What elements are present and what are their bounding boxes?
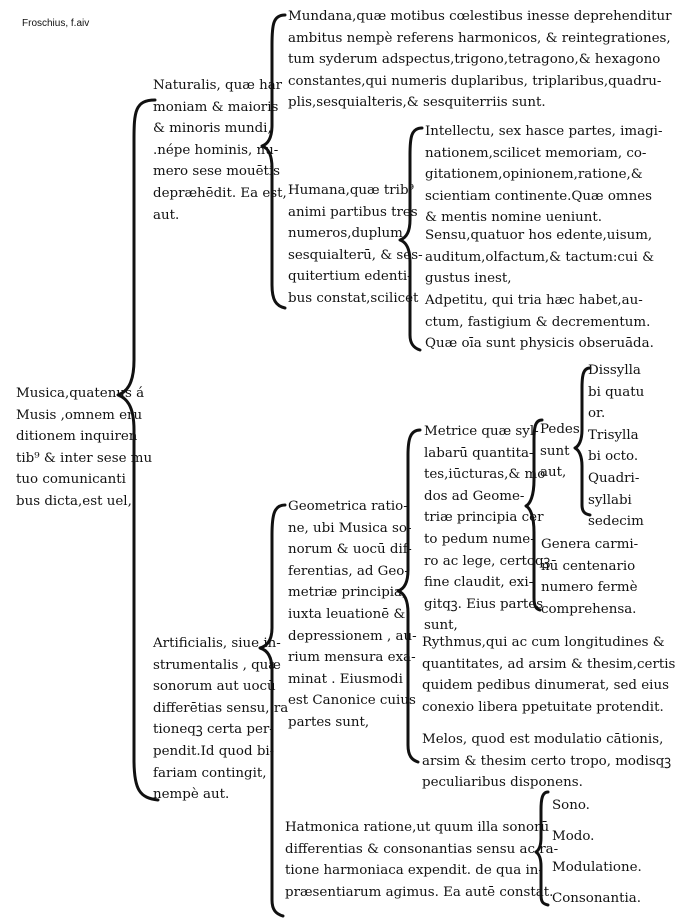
artificialis-line: strumentalis , quæ bbox=[153, 657, 281, 673]
dissylla-line: Quadri- bbox=[588, 470, 640, 486]
dissylla-line: or. bbox=[588, 406, 606, 422]
intellectu-line: Intellectu, sex hasce partes, imagi- bbox=[425, 124, 663, 139]
metrice-line: gitqꝫ. Eius partes bbox=[424, 596, 544, 612]
naturalis-text bbox=[153, 75, 287, 226]
pedes-text bbox=[540, 419, 580, 484]
dissylla-text bbox=[588, 360, 644, 533]
humana-line: numeros,duplum, bbox=[288, 226, 408, 242]
humana-line: Humana,quæ trib⁹ bbox=[288, 183, 414, 198]
melos-text bbox=[422, 729, 671, 794]
genera-line: comprehensa. bbox=[541, 601, 637, 617]
root-line: Musica,quatenus á bbox=[16, 386, 145, 401]
melos-line: peculiaribus disponens. bbox=[422, 775, 583, 791]
rythmus-line: quidem pedibus dinumerat, sed eius bbox=[422, 678, 669, 694]
mundana-line: Mundana,quæ motibus cœlestibus inesse deprehenditur bbox=[288, 9, 672, 24]
geometrica-text bbox=[288, 496, 417, 734]
genera-line: nū centenario bbox=[541, 558, 636, 574]
artificialis-line: differētias sensu, ra bbox=[153, 700, 289, 716]
harmonica-line: differentias & consonantias sensu ac ra- bbox=[285, 841, 559, 857]
naturalis-line: mero sese mouētis bbox=[153, 164, 281, 180]
dissylla-line: Trisylla bbox=[588, 427, 639, 443]
artificialis-line: fariam contingit, bbox=[153, 765, 267, 781]
geometrica-line: minat . Eiusmodi bbox=[288, 671, 403, 687]
mundana-line: plis,sesquialteris,& sesquiterriis sunt. bbox=[288, 95, 546, 111]
harmonica-line: præsentiarum agimus. Ea autē constat. bbox=[285, 884, 554, 900]
melos-line: Melos, quod est modulatio cātionis, bbox=[422, 732, 664, 747]
mundana-line: ambitus nempè referens harmonicos, & reintegrationes, bbox=[288, 30, 671, 46]
geometrica-line: est Canonice cuius bbox=[288, 693, 416, 709]
geometrica-line: iuxta leuationē & bbox=[288, 606, 406, 622]
naturalis-line: depræhēdit. Ea est, bbox=[153, 185, 287, 201]
adpetitu-line: ctum, fastigium & decrementum. bbox=[425, 314, 651, 330]
geometrica-line: Geometrica ratio- bbox=[288, 499, 408, 514]
naturalis-line: aut. bbox=[153, 207, 180, 223]
genera-line: numero fermè bbox=[541, 580, 638, 596]
root-text bbox=[16, 383, 152, 513]
humana-line: quitertium edenti- bbox=[288, 269, 412, 285]
metrice-line: triæ principia cer bbox=[424, 510, 544, 526]
genera-text bbox=[541, 534, 638, 620]
intellectu-line: & mentis nomine ueniunt. bbox=[425, 210, 603, 226]
rythmus-text bbox=[422, 632, 675, 718]
pedes-line: Pedes bbox=[540, 422, 580, 437]
geometrica-line: depressionem , au- bbox=[288, 628, 417, 644]
geometrica-line: ne, ubi Musica so- bbox=[288, 520, 412, 536]
sensu-line: Sensu,quatuor hos edente,uisum, bbox=[425, 228, 653, 243]
intellectu-line: gitationem,opinionem,ratione,& bbox=[425, 167, 643, 183]
humana-line: bus constat,scilicet bbox=[288, 290, 419, 306]
rythmus-line: conexio libera ppetuitate protendit. bbox=[422, 699, 664, 715]
intellectu-line: nationem,scilicet memoriam, co- bbox=[425, 145, 647, 161]
mundana-line: tum syderum adspectus,trigono,tetragono,& hexagono bbox=[288, 52, 661, 68]
rythmus-line: Rythmus,qui ac cum longitudines & bbox=[422, 635, 665, 650]
harmonica-part: Consonantia. bbox=[552, 891, 642, 906]
root-line: tib⁹ & inter sese mu bbox=[16, 450, 153, 466]
geometrica-line: norum & uocū dif- bbox=[288, 542, 412, 558]
intellectu-line: scientiam continente.Quæ omnes bbox=[425, 188, 653, 204]
artificialis-line: pendit.Id quod bi- bbox=[153, 743, 275, 759]
artificialis-line: sonorum aut uocū bbox=[153, 679, 276, 695]
page-signature: Froschius, f.aiv bbox=[22, 18, 90, 29]
artificialis-text bbox=[153, 633, 288, 806]
adpetitu-text bbox=[425, 290, 654, 355]
harmonica-part: Modo. bbox=[552, 829, 595, 844]
geometrica-line: metriæ principia, bbox=[288, 585, 407, 601]
root-line: Musis ,omnem eru bbox=[16, 407, 143, 423]
harmonica-text bbox=[285, 817, 558, 903]
naturalis-line: & minoris mundi, bbox=[153, 121, 272, 137]
metrice-line: ro ac lege, certoqꝫ bbox=[424, 553, 551, 569]
root-line: ditionem inquiren bbox=[16, 429, 138, 445]
geometrica-line: rium mensura exa- bbox=[288, 650, 416, 666]
metrice-line: to pedum nume- bbox=[424, 531, 535, 547]
harmonica-line: Hatmonica ratione,ut quum illa sonorū bbox=[285, 820, 550, 835]
root-line: tuo comunicanti bbox=[16, 472, 126, 488]
metrice-line: Metrice quæ syl- bbox=[424, 424, 539, 439]
humana-line: sesquialterū, & ses- bbox=[288, 247, 423, 263]
sensu-line: auditum,olfactum,& tactum:cui & bbox=[425, 249, 655, 265]
genera-line: Genera carmi- bbox=[541, 537, 639, 552]
artificialis-line: tioneqꝫ certa per- bbox=[153, 722, 274, 738]
geometrica-line: partes sunt, bbox=[288, 714, 370, 730]
pedes-line: aut, bbox=[540, 465, 567, 481]
harmonica-part: Modulatione. bbox=[552, 860, 642, 875]
harmonica-line: tione harmoniaca expendit. de qua in- bbox=[285, 863, 543, 879]
dissylla-line: bi octo. bbox=[588, 449, 639, 465]
naturalis-line: moniam & maioris bbox=[153, 99, 279, 115]
harmonica-parts-text bbox=[552, 790, 642, 914]
pedes-line: sunt bbox=[540, 443, 570, 459]
dissylla-line: sedecim bbox=[588, 514, 644, 530]
dissylla-line: syllabi bbox=[588, 492, 632, 508]
melos-line: arsim & thesim certo tropo, modisqꝫ bbox=[422, 753, 672, 769]
rythmus-line: quantitates, ad arsim & thesim,certis bbox=[422, 656, 676, 672]
mundana-text bbox=[288, 6, 672, 114]
metrice-line: dos ad Geome- bbox=[424, 488, 525, 504]
sensu-text bbox=[425, 225, 654, 290]
mundana-line: constantes,qui numeris duplaribus, triplaribus,quadru- bbox=[288, 73, 662, 89]
harmonica-part: Sono. bbox=[552, 798, 590, 813]
dissylla-line: Dissylla bbox=[588, 363, 641, 378]
adpetitu-line: Quæ oīa sunt physicis obseruāda. bbox=[425, 336, 654, 352]
humana-text bbox=[288, 180, 423, 310]
intellectu-text bbox=[425, 121, 662, 229]
humana-line: animi partibus tres bbox=[288, 204, 418, 220]
metrice-text bbox=[424, 421, 550, 637]
dissylla-line: bi quatu bbox=[588, 384, 645, 400]
metrice-line: sunt, bbox=[424, 618, 458, 634]
artificialis-line: nempè aut. bbox=[153, 787, 230, 803]
geometrica-line: ferentias, ad Geo- bbox=[288, 563, 409, 579]
metrice-line: labarū quantita- bbox=[424, 445, 534, 461]
artificialis-line: Artificialis, siue in- bbox=[153, 636, 281, 651]
root-line: bus dicta,est uel, bbox=[16, 493, 132, 509]
metrice-line: fine claudit, exi- bbox=[424, 575, 534, 591]
naturalis-line: .népe hominis, nu- bbox=[153, 142, 279, 158]
metrice-line: tes,iūcturas,& mo bbox=[424, 467, 546, 483]
naturalis-line: Naturalis, quæ har bbox=[153, 78, 283, 93]
adpetitu-line: Adpetitu, qui tria hæc habet,au- bbox=[425, 293, 643, 308]
sensu-line: gustus inest, bbox=[425, 271, 512, 287]
